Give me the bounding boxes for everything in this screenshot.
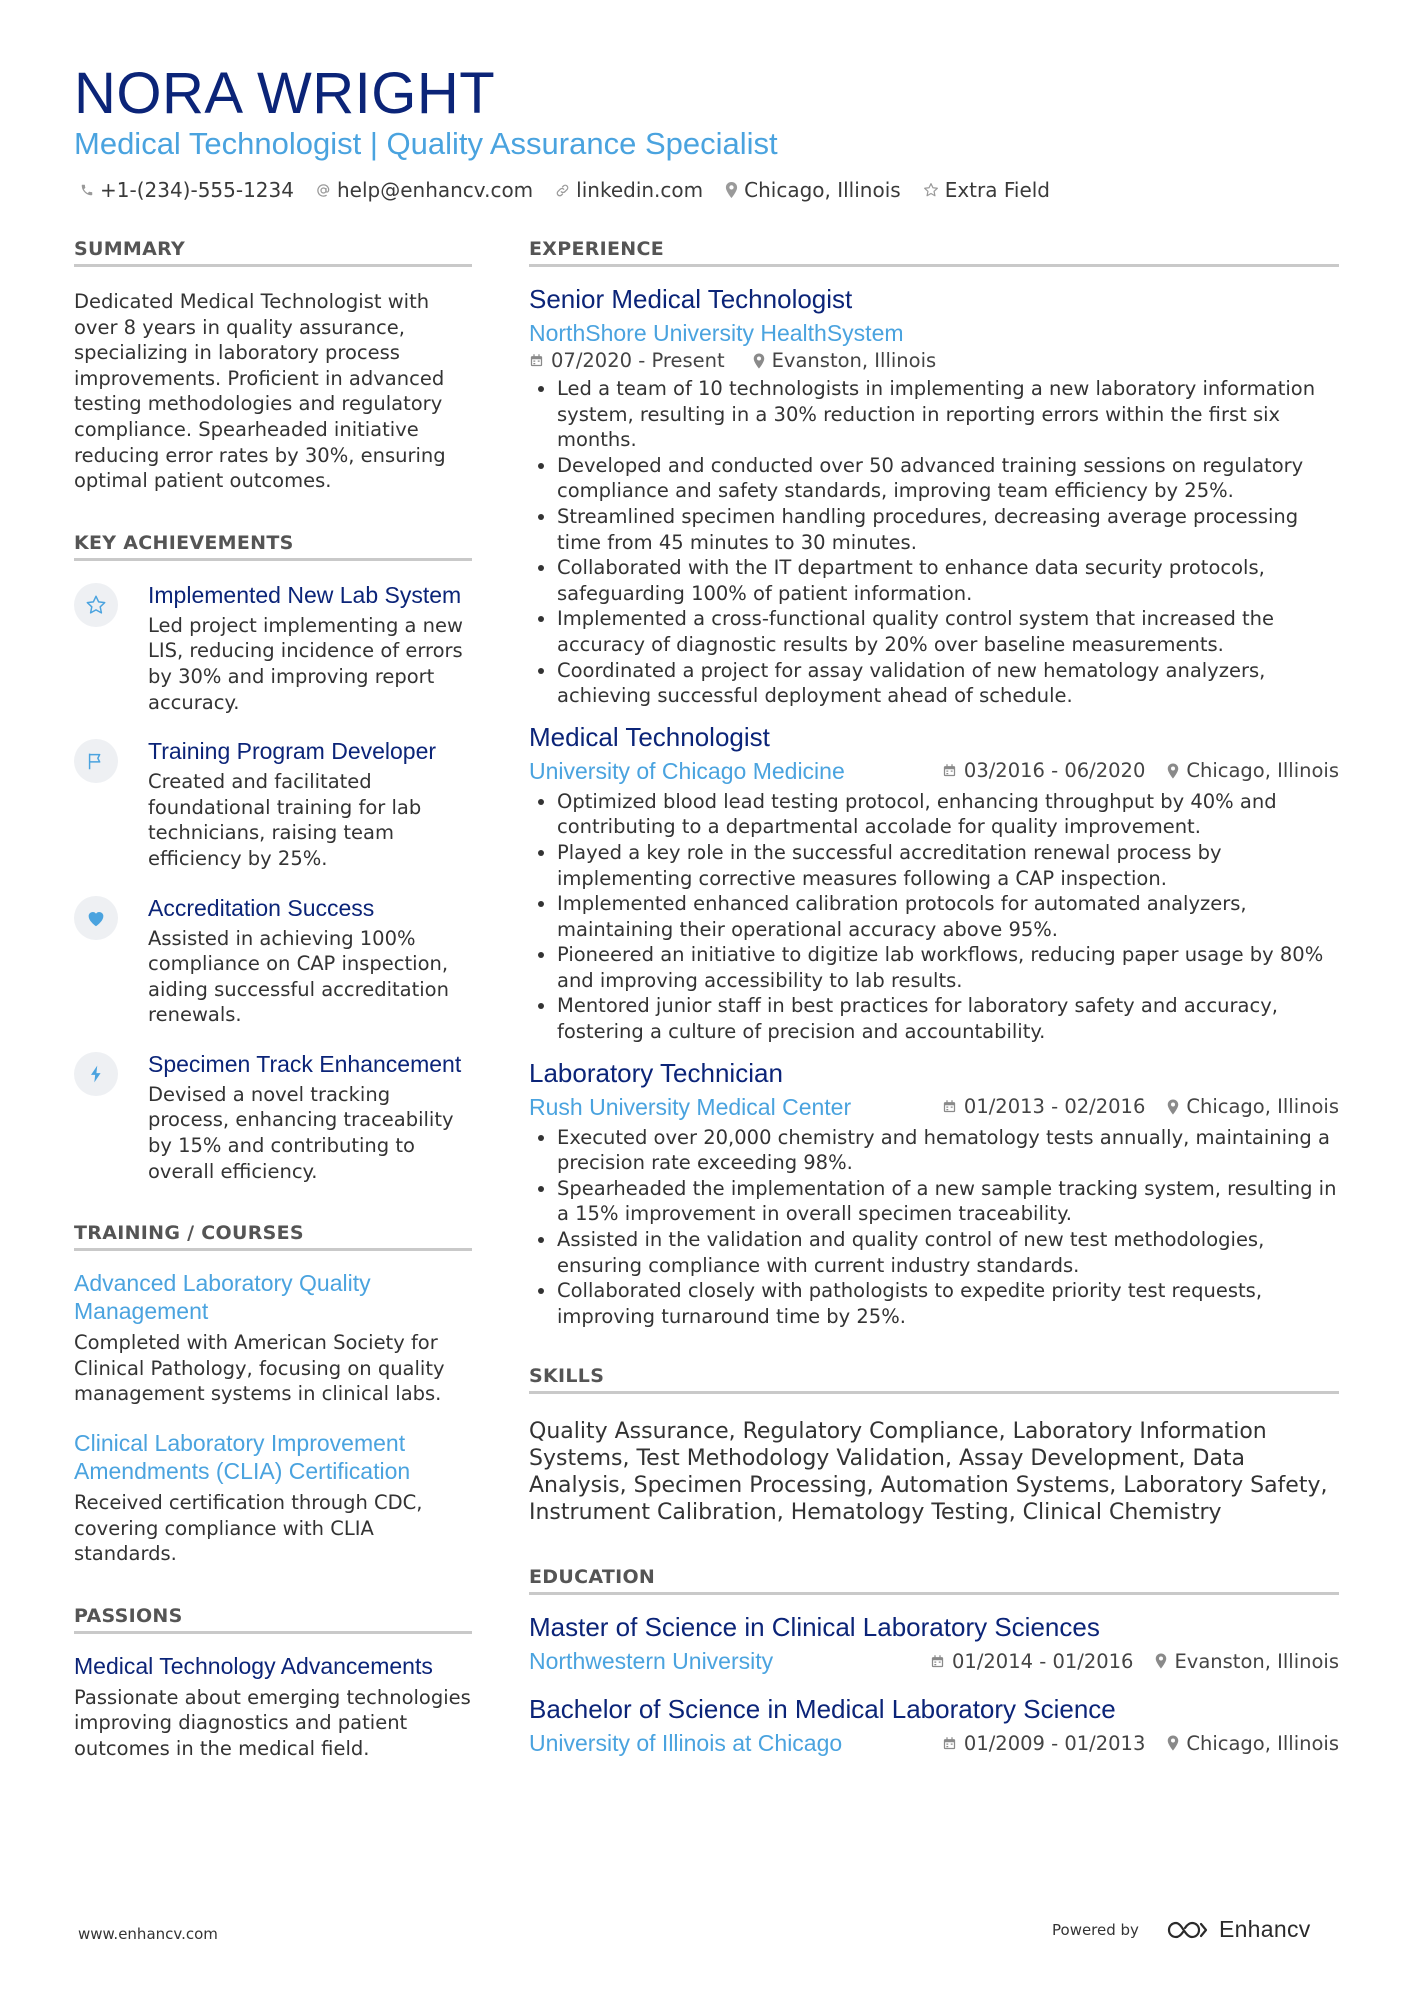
job-dates: 03/2016 - 06/2020: [963, 759, 1146, 783]
job-bullet: • Implemented a cross-functional quality control system that increased the accuracy of diagnostic results by 20% over baseline measurements.: [557, 606, 1339, 657]
job-bullet: • Streamlined specimen handling procedures, decreasing average processing time from 45 minutes to 30 minutes.: [557, 504, 1339, 555]
footer-website[interactable]: www.enhancv.com: [78, 1925, 218, 1943]
contact-extra-field: [923, 178, 1050, 202]
achievement-icon-wrap: [74, 583, 118, 627]
course-text: Received certification through CDC, covering compliance with CLIA standards.: [74, 1491, 423, 1566]
passion-text: Passionate about emerging technologies improving diagnostics and patient outcomes in the medical field.: [74, 1685, 471, 1760]
contact-phone[interactable]: [80, 178, 294, 202]
achievement-title: Training Program Developer: [148, 738, 437, 765]
job-title: Medical Technologist: [529, 721, 770, 752]
education-degree: Master of Science in Clinical Laboratory Sciences: [529, 1612, 1100, 1643]
achievement-text: Led project implementing a new LIS, reducing incidence of errors by 30% and improving report accuracy.: [148, 613, 463, 714]
job-meta: [529, 349, 1339, 372]
course-title: Advanced Laboratory Quality Management: [74, 1270, 371, 1325]
training-section: [74, 1222, 472, 1567]
achievements-heading: KEY ACHIEVEMENTS: [74, 532, 472, 561]
job-company: University of Chicago Medicine: [529, 757, 845, 784]
contact-extra-text: Extra Field: [944, 178, 1050, 202]
job-meta: [942, 759, 1339, 782]
job-bullet: • Mentored junior staff in best practices for laboratory safety and accuracy, fostering a culture of precision and accountability.: [557, 993, 1339, 1044]
lightning-icon: [86, 1063, 106, 1085]
job-dates: 01/2013 - 02/2016: [963, 1095, 1146, 1119]
skills-section: [529, 1365, 1339, 1526]
job-bullet: • Implemented enhanced calibration protocols for automated analyzers, maintaining their operational accuracy above 95%.: [557, 891, 1339, 942]
job-bullet: • Assisted in the validation and quality control of new test methodologies, ensuring compliance with current industry standards.: [557, 1227, 1339, 1278]
job-bullets: [529, 1125, 1339, 1330]
job-title: Laboratory Technician: [529, 1057, 783, 1088]
job-bullet: • Spearheaded the implementation of a new sample tracking system, resulting in a 15% improvement in overall specimen traceability.: [557, 1176, 1339, 1227]
achievement-item: [74, 581, 472, 715]
link-icon: [555, 183, 570, 198]
powered-by-label: Powered by: [1052, 1920, 1139, 1939]
calendar-icon: [942, 1736, 957, 1751]
course-title: Clinical Laboratory Improvement Amendments (CLIA) Certification: [74, 1430, 411, 1485]
job-entry: [529, 1057, 1339, 1330]
heart-icon: [85, 907, 107, 929]
job-title: Senior Medical Technologist: [529, 284, 853, 314]
summary-heading: SUMMARY: [74, 238, 472, 267]
job-bullets: [529, 376, 1339, 709]
job-dates: 07/2020 - Present: [551, 349, 725, 372]
contact-email[interactable]: [316, 178, 533, 202]
achievement-item: [74, 1050, 472, 1184]
job-bullet: • Optimized blood lead testing protocol, enhancing throughput by 40% and contributing to a departmental accolade for quality improvement.: [557, 789, 1339, 840]
education-heading: EDUCATION: [529, 1566, 1339, 1595]
flag-icon: [85, 750, 107, 772]
star-icon: [923, 182, 939, 198]
right-column: [529, 238, 1339, 1757]
job-bullet: • Played a key role in the successful accreditation renewal process by implementing corrective measures following a CAP inspection.: [557, 840, 1339, 891]
achievement-title: Accreditation Success: [148, 894, 375, 921]
job-company: Rush University Medical Center: [529, 1093, 852, 1120]
location-pin-icon: [753, 353, 765, 369]
job-entry: [529, 721, 1339, 1045]
education-entry: [529, 1693, 1339, 1757]
education-dates: 01/2014 - 01/2016: [952, 1649, 1134, 1673]
left-column: [74, 238, 472, 1762]
footer-branding[interactable]: [1052, 1916, 1311, 1943]
job-bullet: • Coordinated a project for assay validation of new hematology analyzers, achieving successful deployment ahead of schedule.: [557, 658, 1339, 709]
location-pin-icon: [1167, 1099, 1179, 1115]
candidate-name: NORA WRIGHT: [74, 61, 496, 126]
job-location: Chicago, Illinois: [1186, 759, 1339, 783]
enhancv-logo-icon: [1165, 1918, 1211, 1942]
achievement-icon-wrap: [74, 896, 118, 940]
contact-bar: [80, 178, 1072, 202]
passions-heading: PASSIONS: [74, 1605, 472, 1634]
job-bullet: • Collaborated closely with pathologists to expedite priority test requests, improving turnaround time by 25%.: [557, 1278, 1339, 1329]
education-meta: [942, 1732, 1339, 1755]
job-bullet: • Executed over 20,000 chemistry and hematology tests annually, maintaining a precision rate exceeding 98%.: [557, 1125, 1339, 1176]
passion-title: Medical Technology Advancements: [74, 1652, 433, 1679]
contact-linkedin-text: linkedin.com: [576, 178, 704, 202]
job-entry: [529, 283, 1339, 709]
calendar-icon: [942, 763, 957, 778]
contact-phone-text: +1-(234)-555-1234: [100, 178, 294, 202]
at-icon: [316, 183, 331, 198]
location-pin-icon: [1167, 763, 1179, 779]
enhancv-brand: Enhancv: [1218, 1916, 1311, 1942]
job-bullets: [529, 789, 1339, 1045]
job-bullet: • Collaborated with the IT department to enhance data security protocols, safeguarding 100% of patient information.: [557, 555, 1339, 606]
training-heading: TRAINING / COURSES: [74, 1222, 472, 1251]
achievement-title: Implemented New Lab System: [148, 581, 462, 608]
education-entry: [529, 1611, 1339, 1675]
location-pin-icon: [1167, 1735, 1179, 1751]
achievement-item: [74, 894, 472, 1028]
job-bullet: • Developed and conducted over 50 advanced training sessions on regulatory compliance and safety standards, improving team efficiency by 25%.: [557, 453, 1339, 504]
job-location: Evanston, Illinois: [771, 349, 937, 372]
phone-icon: [80, 183, 94, 197]
skills-heading: SKILLS: [529, 1365, 1339, 1394]
candidate-headline: Medical Technologist | Quality Assurance Specialist: [74, 126, 778, 161]
achievement-text: Devised a novel tracking process, enhancing traceability by 15% and contributing to overall efficiency.: [148, 1082, 454, 1183]
job-meta: [942, 1095, 1339, 1118]
education-school: University of Illinois at Chicago: [529, 1730, 843, 1757]
experience-section: [529, 238, 1339, 1329]
skills-text: Quality Assurance, Regulatory Compliance, Laboratory Information Systems, Test Methodology Validation, Assay Development, Data Analysis, Specimen Processing, Automation Systems, Laboratory Safety, Instrument Calibration, Hematology Testing, Clinical Chemistry: [529, 1419, 1328, 1526]
achievement-item: [74, 737, 472, 871]
course-item: [74, 1269, 472, 1407]
star-icon: [85, 594, 107, 616]
job-location: Chicago, Illinois: [1186, 1095, 1339, 1119]
job-bullet: • Led a team of 10 technologists in implementing a new laboratory information system, resulting in a 30% reduction in reporting errors within the first six months.: [557, 376, 1339, 453]
job-bullet: • Pioneered an initiative to digitize lab workflows, reducing paper usage by 80% and improving accessibility to lab results.: [557, 942, 1339, 993]
education-meta: [930, 1650, 1339, 1673]
passions-section: [74, 1605, 472, 1762]
education-section: [529, 1566, 1339, 1757]
achievement-title: Specimen Track Enhancement: [148, 1050, 462, 1077]
achievement-text: Created and facilitated foundational training for lab technicians, raising team efficiency by 25%.: [148, 770, 422, 870]
summary-section: [74, 238, 472, 494]
achievement-text: Assisted in achieving 100% compliance on CAP inspection, aiding successful accreditation renewals.: [148, 926, 449, 1027]
summary-text: Dedicated Medical Technologist with over 8 years in quality assurance, specializing in laboratory process improvements. Proficient in advanced testing methodologies and regulatory compliance. Spearheaded initiative reducing error rates by 30%, ensuring optimal patient outcomes.: [74, 290, 446, 493]
location-pin-icon: [725, 182, 738, 198]
achievement-icon-wrap: [74, 739, 118, 783]
contact-location: [725, 178, 901, 202]
contact-email-text: help@enhancv.com: [336, 178, 534, 202]
achievement-icon-wrap: [74, 1052, 118, 1096]
achievements-section: [74, 532, 472, 1185]
contact-linkedin[interactable]: [555, 178, 703, 202]
course-item: [74, 1429, 472, 1567]
location-pin-icon: [1155, 1653, 1167, 1669]
calendar-icon: [930, 1654, 945, 1669]
calendar-icon: [942, 1099, 957, 1114]
education-dates: 01/2009 - 01/2013: [963, 1731, 1146, 1755]
job-company: NorthShore University HealthSystem: [529, 320, 904, 346]
education-school: Northwestern University: [529, 1648, 774, 1675]
education-location: Chicago, Illinois: [1186, 1731, 1339, 1755]
calendar-icon: [529, 353, 544, 368]
education-degree: Bachelor of Science in Medical Laboratory Science: [529, 1694, 1116, 1725]
course-text: Completed with American Society for Clinical Pathology, focusing on quality management systems in clinical labs.: [74, 1331, 445, 1406]
contact-location-text: Chicago, Illinois: [744, 178, 901, 202]
experience-heading: EXPERIENCE: [529, 238, 1339, 267]
passion-item: [74, 1652, 472, 1762]
education-location: Evanston, Illinois: [1174, 1649, 1339, 1673]
